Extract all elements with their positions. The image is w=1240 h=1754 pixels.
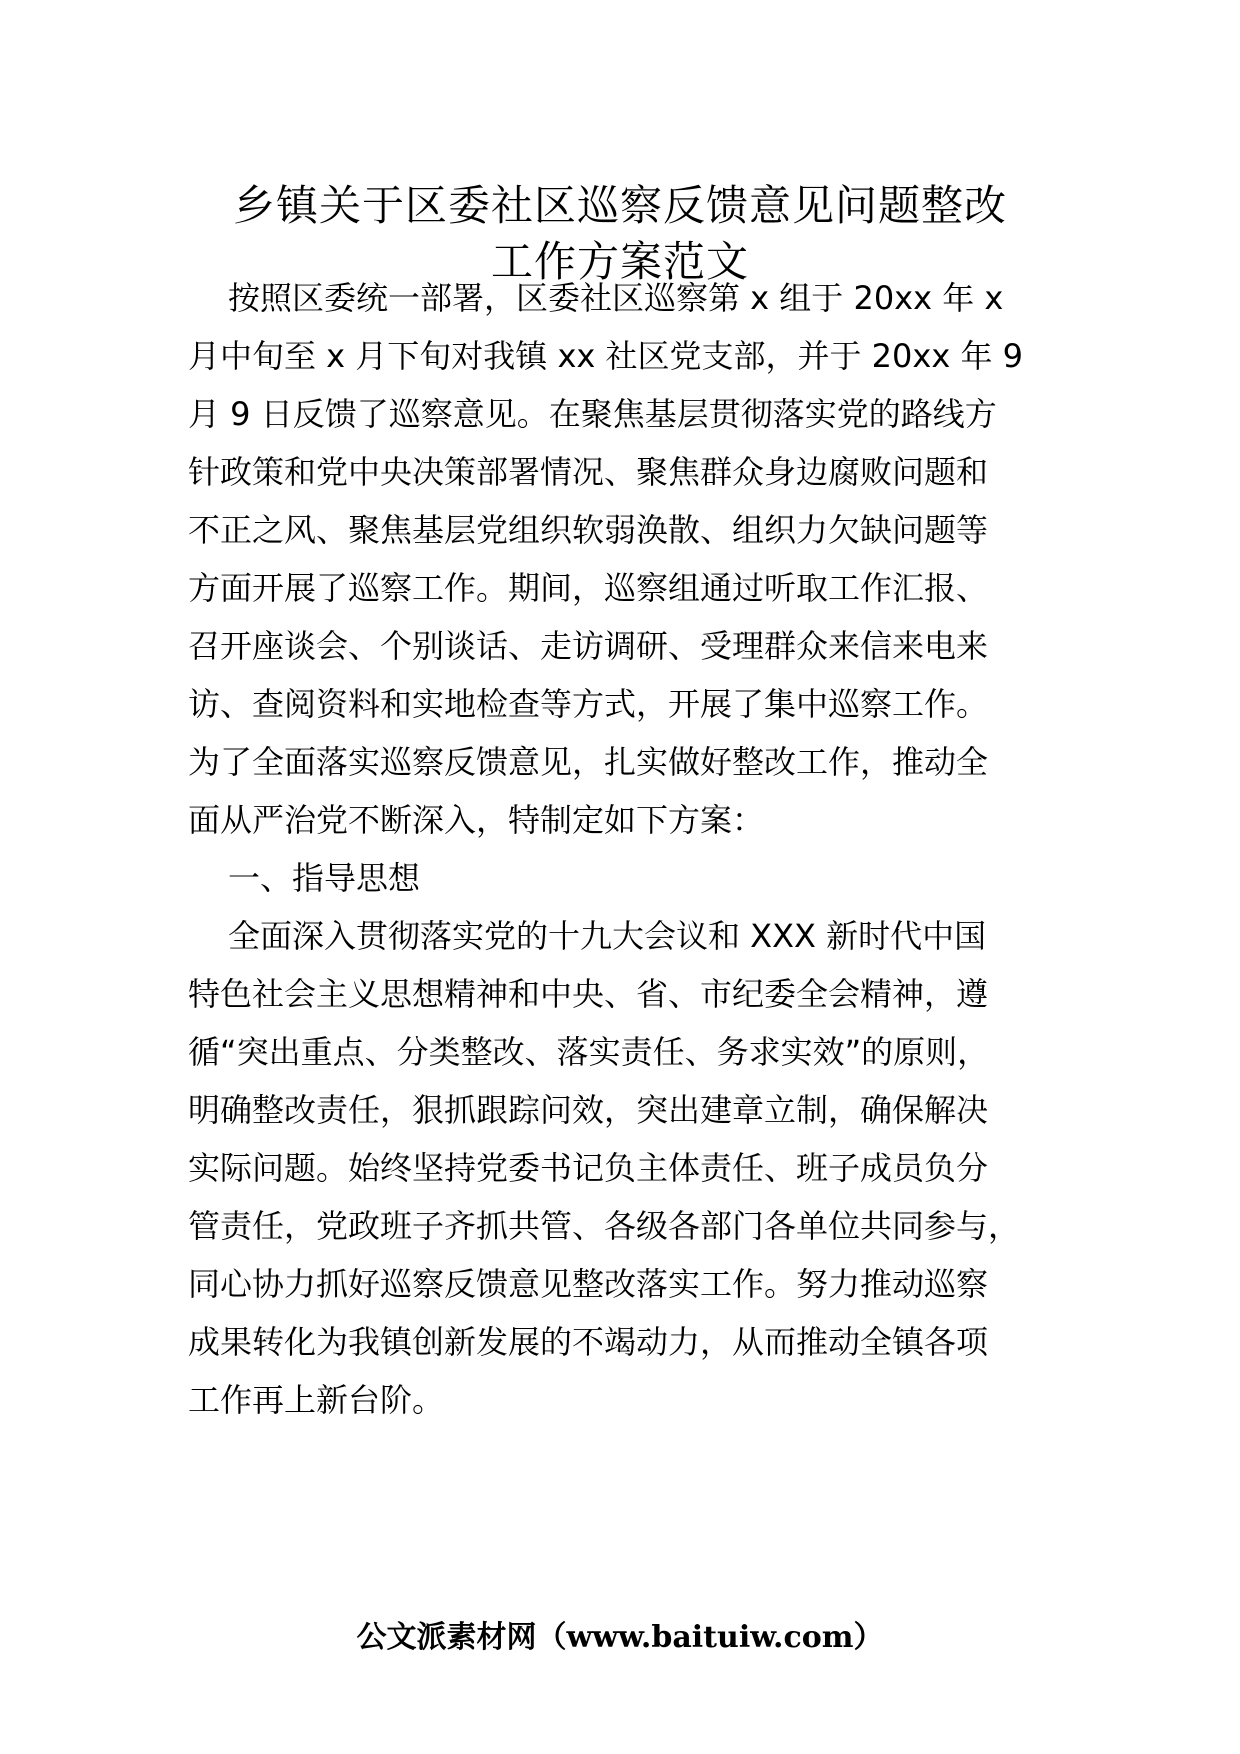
paragraph-line: 工作再上新台阶。 (188, 1381, 445, 1419)
paragraph-line: 管责任，党政班子齐抓共管、各级各部门各单位共同参与， (188, 1207, 1021, 1245)
paragraph-line: 特色社会主义思想精神和中央、省、市纪委全会精神，遵 (188, 975, 989, 1013)
paragraph-line: 为了全面落实巡察反馈意见，扎实做好整改工作，推动全 (188, 743, 989, 781)
section-heading: 一、指导思想 (228, 859, 421, 897)
paragraph-line: 按照区委统一部署，区委社区巡察第 x 组于 20xx 年 x (228, 279, 1004, 317)
document-title-line-2: 工作方案范文 (490, 237, 749, 286)
paragraph-line: 实际问题。始终坚持党委书记负主体责任、班子成员负分 (188, 1149, 989, 1187)
paragraph-line: 全面深入贯彻落实党的十九大会议和 XXX 新时代中国 (228, 917, 987, 955)
paragraph-line: 针政策和党中央决策部署情况、聚焦群众身边腐败问题和 (188, 453, 989, 491)
paragraph-line: 明确整改责任，狠抓跟踪问效，突出建章立制，确保解决 (188, 1091, 989, 1129)
paragraph-line: 方面开展了巡察工作。期间，巡察组通过听取工作汇报、 (188, 569, 989, 607)
paragraph-line: 循“突出重点、分类整改、落实责任、务求实效”的原则， (188, 1033, 990, 1071)
paragraph-line: 面从严治党不断深入，特制定如下方案： (188, 801, 765, 839)
paragraph-line: 月中旬至 x 月下旬对我镇 xx 社区党支部，并于 20xx 年 9 (188, 337, 1023, 375)
paragraph-line: 不正之风、聚焦基层党组织软弱涣散、组织力欠缺问题等 (188, 511, 989, 549)
paragraph-line: 成果转化为我镇创新发展的不竭动力，从而推动全镇各项 (188, 1323, 989, 1361)
paragraph-line: 同心协力抓好巡察反馈意见整改落实工作。努力推动巡察 (188, 1265, 989, 1303)
document-title-line-1: 乡镇关于区委社区巡察反馈意见问题整改 (232, 181, 1007, 230)
paragraph-line: 访、查阅资料和实地检查等方式，开展了集中巡察工作。 (188, 685, 989, 723)
footer-source-text: 公文派素材网（www.baituiw.com） (356, 1620, 884, 1655)
paragraph-line: 月 9 日反馈了巡察意见。在聚焦基层贯彻落实党的路线方 (188, 395, 997, 433)
paragraph-line: 召开座谈会、个别谈话、走访调研、受理群众来信来电来 (188, 627, 989, 665)
